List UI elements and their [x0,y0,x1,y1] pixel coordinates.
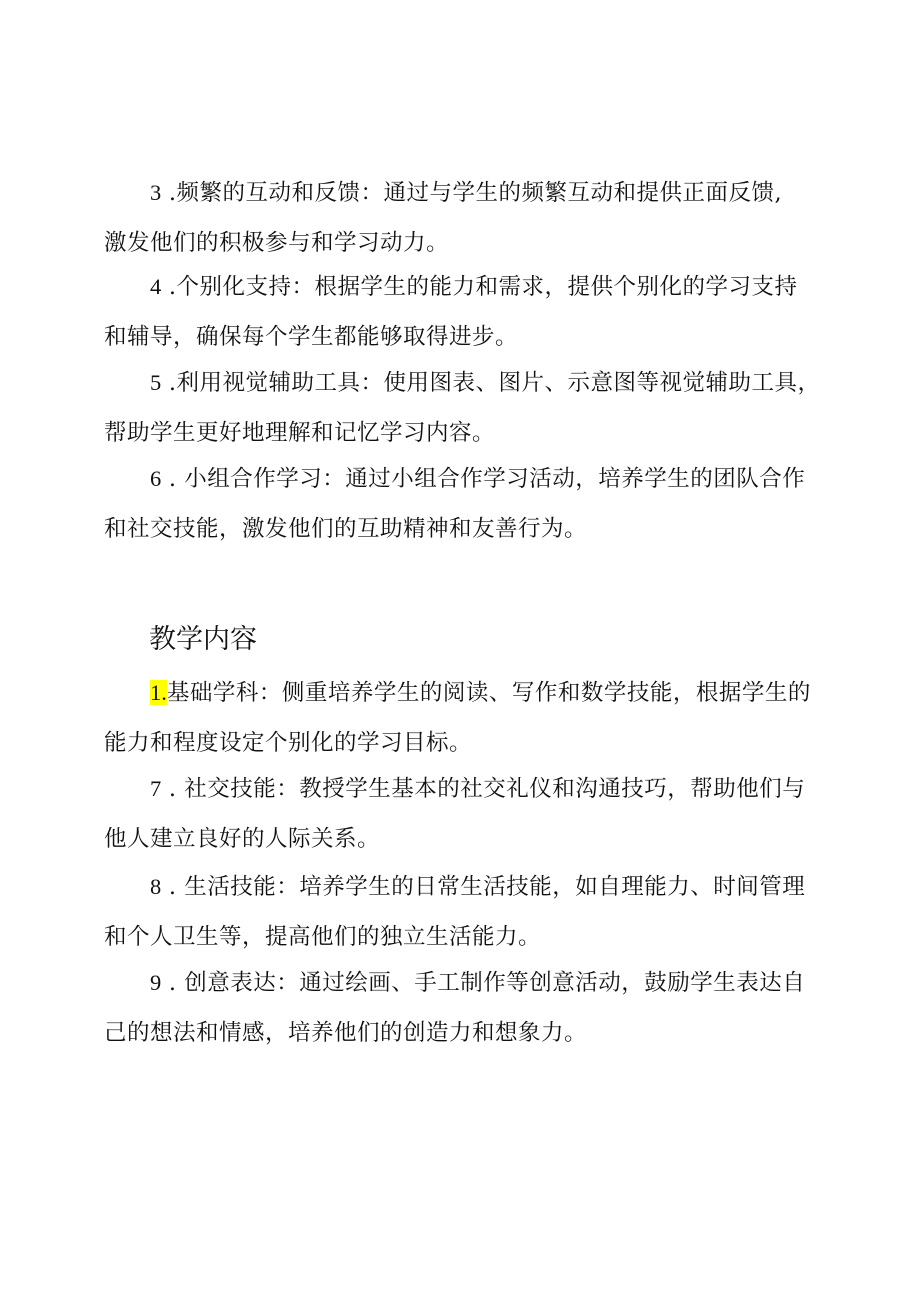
item-text-line1: .利用视觉辅助工具：使用图表、图片、示意图等视觉辅助工具， [161,370,821,396]
item-text-line1: . 社交技能：教授学生基本的社交礼仪和沟通技巧，帮助他们与 [161,776,806,802]
item-text-line2: 能力和程度设定个别化的学习目标。 [104,730,473,756]
list-item-8 [104,862,816,962]
item-number: 7 [150,776,162,801]
item-text-line2: 和个人卫生等，提高他们的独立生活能力。 [104,924,542,950]
item-text-line1: 基础学科：侧重培养学生的阅读、写作和数学技能，根据学生的 [166,680,811,706]
item-text-line2: 帮助学生更好地理解和记忆学习内容。 [104,420,496,446]
item-number: 3 [150,180,162,205]
highlighted-item-number: 1. [150,680,167,705]
list-item-3 [104,168,816,268]
list-item-6 [104,454,816,554]
item-number: 6 [150,466,162,491]
section-heading: 教学内容 [149,624,257,655]
item-text-line1: . 小组合作学习：通过小组合作学习活动，培养学生的团队合作 [161,466,806,492]
item-text-line1: . 生活技能：培养学生的日常生活技能，如自理能力、时间管理 [161,874,806,900]
item-text-line1: . 创意表达：通过绘画、手工制作等创意活动，鼓励学生表达自 [161,970,806,996]
list-item-9 [104,958,816,1058]
item-text-line1: .个别化支持：根据学生的能力和需求，提供个别化的学习支持 [161,274,798,300]
item-number: 9 [150,970,162,995]
list-item-1 [104,668,816,768]
item-text-line2: 和辅导，确保每个学生都能够取得进步。 [104,324,519,350]
list-item-5 [104,358,821,458]
list-item-7 [104,764,816,864]
item-text-line2: 己的想法和情感，培养他们的创造力和想象力。 [104,1020,588,1046]
item-number: 5 [150,370,162,395]
item-number: 8 [150,874,162,899]
item-text-line2: 激发他们的积极参与和学习动力。 [104,230,450,256]
item-text-line2: 他人建立良好的人际关系。 [104,826,381,852]
item-text-line1: .频繁的互动和反馈：通过与学生的频繁互动和提供正面反馈, [161,180,783,206]
item-number: 4 [150,274,162,299]
list-item-4 [104,262,816,362]
item-text-line2: 和社交技能，激发他们的互助精神和友善行为。 [104,516,588,542]
